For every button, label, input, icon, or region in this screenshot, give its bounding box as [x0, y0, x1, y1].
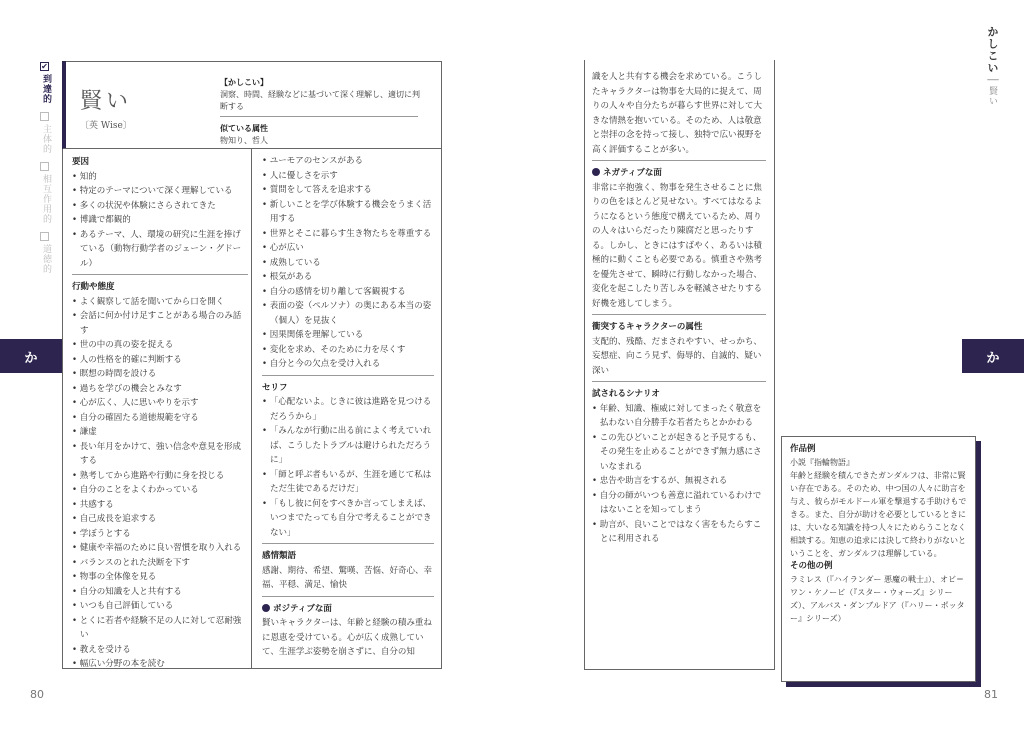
list-item: • 博識で都観的 — [72, 213, 248, 228]
positive-heading: ポジティブな面 — [262, 602, 434, 617]
category-nav — [40, 62, 54, 282]
section-divider — [72, 274, 248, 275]
list-item: • 自分の知識を人と共有する — [72, 585, 248, 600]
accent-bar — [62, 61, 66, 149]
negative-text: 非常に辛抱強く、物事を発生させることに焦りの色をほとんど見せない。すべてはなるようになるという態度で構えているため、周りの人々はいらだったり陳腐だと思ったりする。しかし、ときにはすばやく、あるいは積極的に動くことも必要である。慎重さや熟考を優先させて、瞬時に行動しなかった場合、変化を起こしたり苦しみを軽減させたりする好機を逃してしまう。 — [592, 182, 763, 309]
list-item: • 多くの状況や体験にさらされてきた — [72, 199, 248, 214]
list-item: • 世界とそこに暮らす生き物たちを尊重する — [262, 227, 434, 242]
list-item: • あるテーマ、人、環境の研究に生涯を捧げている（動物行動学者のジェーン・グドール） — [72, 228, 248, 272]
entry-title: 賢い — [80, 89, 133, 114]
list-item: • 長い年月をかけて、強い信念や意見を形成する — [72, 440, 248, 469]
list-item: • 物事の全体像を見る — [72, 570, 248, 585]
list-item: • 熟考してから進路や行動に身を投じる — [72, 469, 248, 484]
list-item: • 因果関係を理解している — [262, 328, 434, 343]
scenarios-heading: 試されるシナリオ — [592, 389, 660, 399]
conflict-text: 支配的、残酷、だまされやすい、せっかち、妄想症、向こう見ず、侮辱的、自滅的、疑い深い — [592, 336, 762, 376]
checkbox-icon — [40, 162, 49, 171]
emotions-heading: 感情類語 — [262, 551, 297, 561]
page-number-left: 80 — [30, 688, 44, 701]
list-item: • 心が広い — [262, 241, 434, 256]
list-item: • 成熟している — [262, 256, 434, 271]
list-item: • 「師と呼ぶ者もいるが、生涯を通じて私はただ生徒であるだけだ」 — [262, 468, 434, 497]
entry-english: 〔英 Wise〕 — [80, 121, 132, 131]
list-item: • 特定のテーマについて深く理解している — [72, 184, 248, 199]
other-examples-text: ラミレス（『ハイランダー 悪魔の戦士』）、オビ＝ワン・ケノービ（『スター・ウォーズ』シリーズ）、アルバス・ダンブルドア（『ハリー・ポッター』シリーズ） — [790, 575, 965, 623]
similar-text: 物知り、哲人 — [220, 136, 268, 145]
list-item: • 幅広い分野の本を読む — [72, 657, 248, 672]
causes-list — [72, 170, 248, 272]
section-divider — [592, 381, 766, 382]
definition-rule — [220, 116, 418, 117]
behaviors-heading: 行動や態度 — [72, 282, 115, 292]
column-divider — [251, 148, 252, 668]
positive-text-continued: 識を人と共有する機会を求めている。こうしたキャラクターは物事を大局的に捉えて、周りの人々や自分たちが暮らす世界に対して大きな情熱を抱いている。そのため、人は敬意と崇拝の念を持って接し、独特で広い視野を高く評価することが多い。 — [592, 72, 763, 155]
list-item: • この先ひどいことが起きると予見するも、その発生を止めることができず無力感にさいなまれる — [592, 431, 766, 475]
header-divider — [63, 148, 441, 149]
conflict-heading: 衝突するキャラクターの属性 — [592, 322, 703, 332]
list-item: • 「もし彼に何をすべきか言ってしまえば、いつまでたっても自分で考えることができない」 — [262, 497, 434, 541]
list-item: • バランスのとれた決断を下す — [72, 556, 248, 571]
list-item: • 自分と今の欠点を受け入れる — [262, 357, 434, 372]
list-item: • 人の性格を的確に判断する — [72, 353, 248, 368]
running-head-sub: 賢い — [987, 86, 997, 106]
other-examples-heading: その他の例 — [790, 561, 833, 571]
right-column — [262, 154, 434, 660]
list-item: • 質問をして答えを追求する — [262, 183, 434, 198]
similar-heading: 似ている属性 — [220, 124, 268, 133]
definition-text: 洞察、時間、経験などに基づいて深く理解し、適切に判断する — [220, 90, 420, 111]
list-item: • 自分のことをよくわかっている — [72, 483, 248, 498]
list-item: • 知的 — [72, 170, 248, 185]
section-divider — [592, 160, 766, 161]
right-page-column — [592, 70, 766, 547]
list-item: • 自己成長を追求する — [72, 512, 248, 527]
list-item: • 共感する — [72, 498, 248, 513]
list-item: • いつも自己評価している — [72, 599, 248, 614]
section-divider — [262, 375, 434, 376]
positive-text-start: 賢いキャラクターは、年齢と経験の積み重ねに恩恵を受けている。心が広く成熟していて、生涯学ぶ姿勢を崩さずに、自分の知 — [262, 618, 432, 657]
list-item: • 「みんなが行動に出る前によく考えていれば、こうしたトラブルは避けられただろうに」 — [262, 424, 434, 468]
scenarios-list — [592, 402, 766, 547]
list-item: • 学ぼうとする — [72, 527, 248, 542]
list-item: • 自分の師がいつも善意に溢れているわけではないことを知ってしまう — [592, 489, 766, 518]
examples-work: 小説『指輪物語』 — [790, 458, 854, 467]
list-item: • 根気がある — [262, 270, 434, 285]
list-item: • 過ちを学びの機会とみなす — [72, 382, 248, 397]
section-divider — [592, 314, 766, 315]
right-page-frame-edge — [774, 60, 775, 670]
definition-block — [220, 77, 420, 147]
lines-list — [262, 395, 434, 540]
list-item: • 会話に何か付け足すことがある場合のみ話す — [72, 309, 248, 338]
page-number-right: 81 — [984, 688, 998, 701]
definition-heading: 【かしこい】 — [220, 78, 268, 87]
category-label: 主体的 — [41, 124, 51, 154]
running-head-separator: ｜ — [986, 74, 999, 86]
category-label: 相互作用的 — [41, 174, 51, 224]
example-card — [781, 436, 976, 682]
section-divider — [262, 596, 434, 597]
examples-text: 年齢と経験を積んできたガンダルフは、非常に賢い存在である。そのため、中つ国の人々に助言を与え、彼らがモルドール軍を撃退する手助けもできる。また、自分が助けを必要としているときには、大いなる知識を持つ人々にためらうことなく相談する。知恵の追求には決して終わりがないということを、ガンダルフは理解している。 — [790, 471, 967, 558]
list-item: • 表面の姿（ペルソナ）の奥にある本当の姿（個人）を見抜く — [262, 299, 434, 328]
list-item: • 年齢、知識、権威に対してまったく敬意を払わない自分勝手な若者たちとかかわる — [592, 402, 766, 431]
category-label: 道徳的 — [41, 244, 51, 274]
list-item: • 健康や幸福のために良い習慣を取り入れる — [72, 541, 248, 556]
running-head-main: かしこい — [986, 26, 999, 74]
index-tab-left: か — [0, 339, 62, 373]
checkbox-checked-icon — [40, 62, 49, 71]
lines-heading: セリフ — [262, 382, 288, 393]
list-item: • 変化を求め、そのために力を尽くす — [262, 343, 434, 358]
category-label: 到達的 — [41, 74, 51, 104]
behaviors-list — [72, 295, 248, 672]
list-item: • 自分の感情を切り離して客観視する — [262, 285, 434, 300]
behaviors-list-continued — [262, 154, 434, 372]
causes-heading: 要因 — [72, 157, 90, 167]
list-item: • 自分の確固たる道徳規範を守る — [72, 411, 248, 426]
left-column — [72, 154, 248, 672]
list-item: • ユーモアのセンスがある — [262, 154, 434, 169]
list-item: • 忠告や助言をするが、無視される — [592, 474, 766, 489]
list-item: • よく観察して話を聞いてから口を開く — [72, 295, 248, 310]
list-item: • とくに若者や経験不足の人に対して忍耐強い — [72, 614, 248, 643]
index-tab-right: か — [962, 339, 1024, 373]
checkbox-icon — [40, 112, 49, 121]
examples-heading: 作品例 — [790, 444, 816, 454]
list-item: • 「心配ないよ。じきに彼は進路を見つけるだろうから」 — [262, 395, 434, 424]
negative-heading: ネガティブな面 — [592, 166, 766, 181]
list-item: • 瞑想の時間を設ける — [72, 367, 248, 382]
list-item: • 教えを受ける — [72, 643, 248, 658]
list-item: • 心が広く、人に思いやりを示す — [72, 396, 248, 411]
emotions-text: 感謝、期待、希望、驚嘆、苦悩、好奇心、幸福、平穏、満足、愉快 — [262, 565, 433, 590]
list-item: • 助言が、良いことではなく害をもたらすことに利用される — [592, 518, 766, 547]
list-item: • 人に優しさを示す — [262, 169, 434, 184]
list-item: • 世の中の真の姿を捉える — [72, 338, 248, 353]
list-item: • 新しいことを学び体験する機会をうまく活用する — [262, 198, 434, 227]
running-head — [984, 26, 1000, 106]
section-divider — [262, 543, 434, 544]
list-item: • 謙虚 — [72, 425, 248, 440]
checkbox-icon — [40, 232, 49, 241]
